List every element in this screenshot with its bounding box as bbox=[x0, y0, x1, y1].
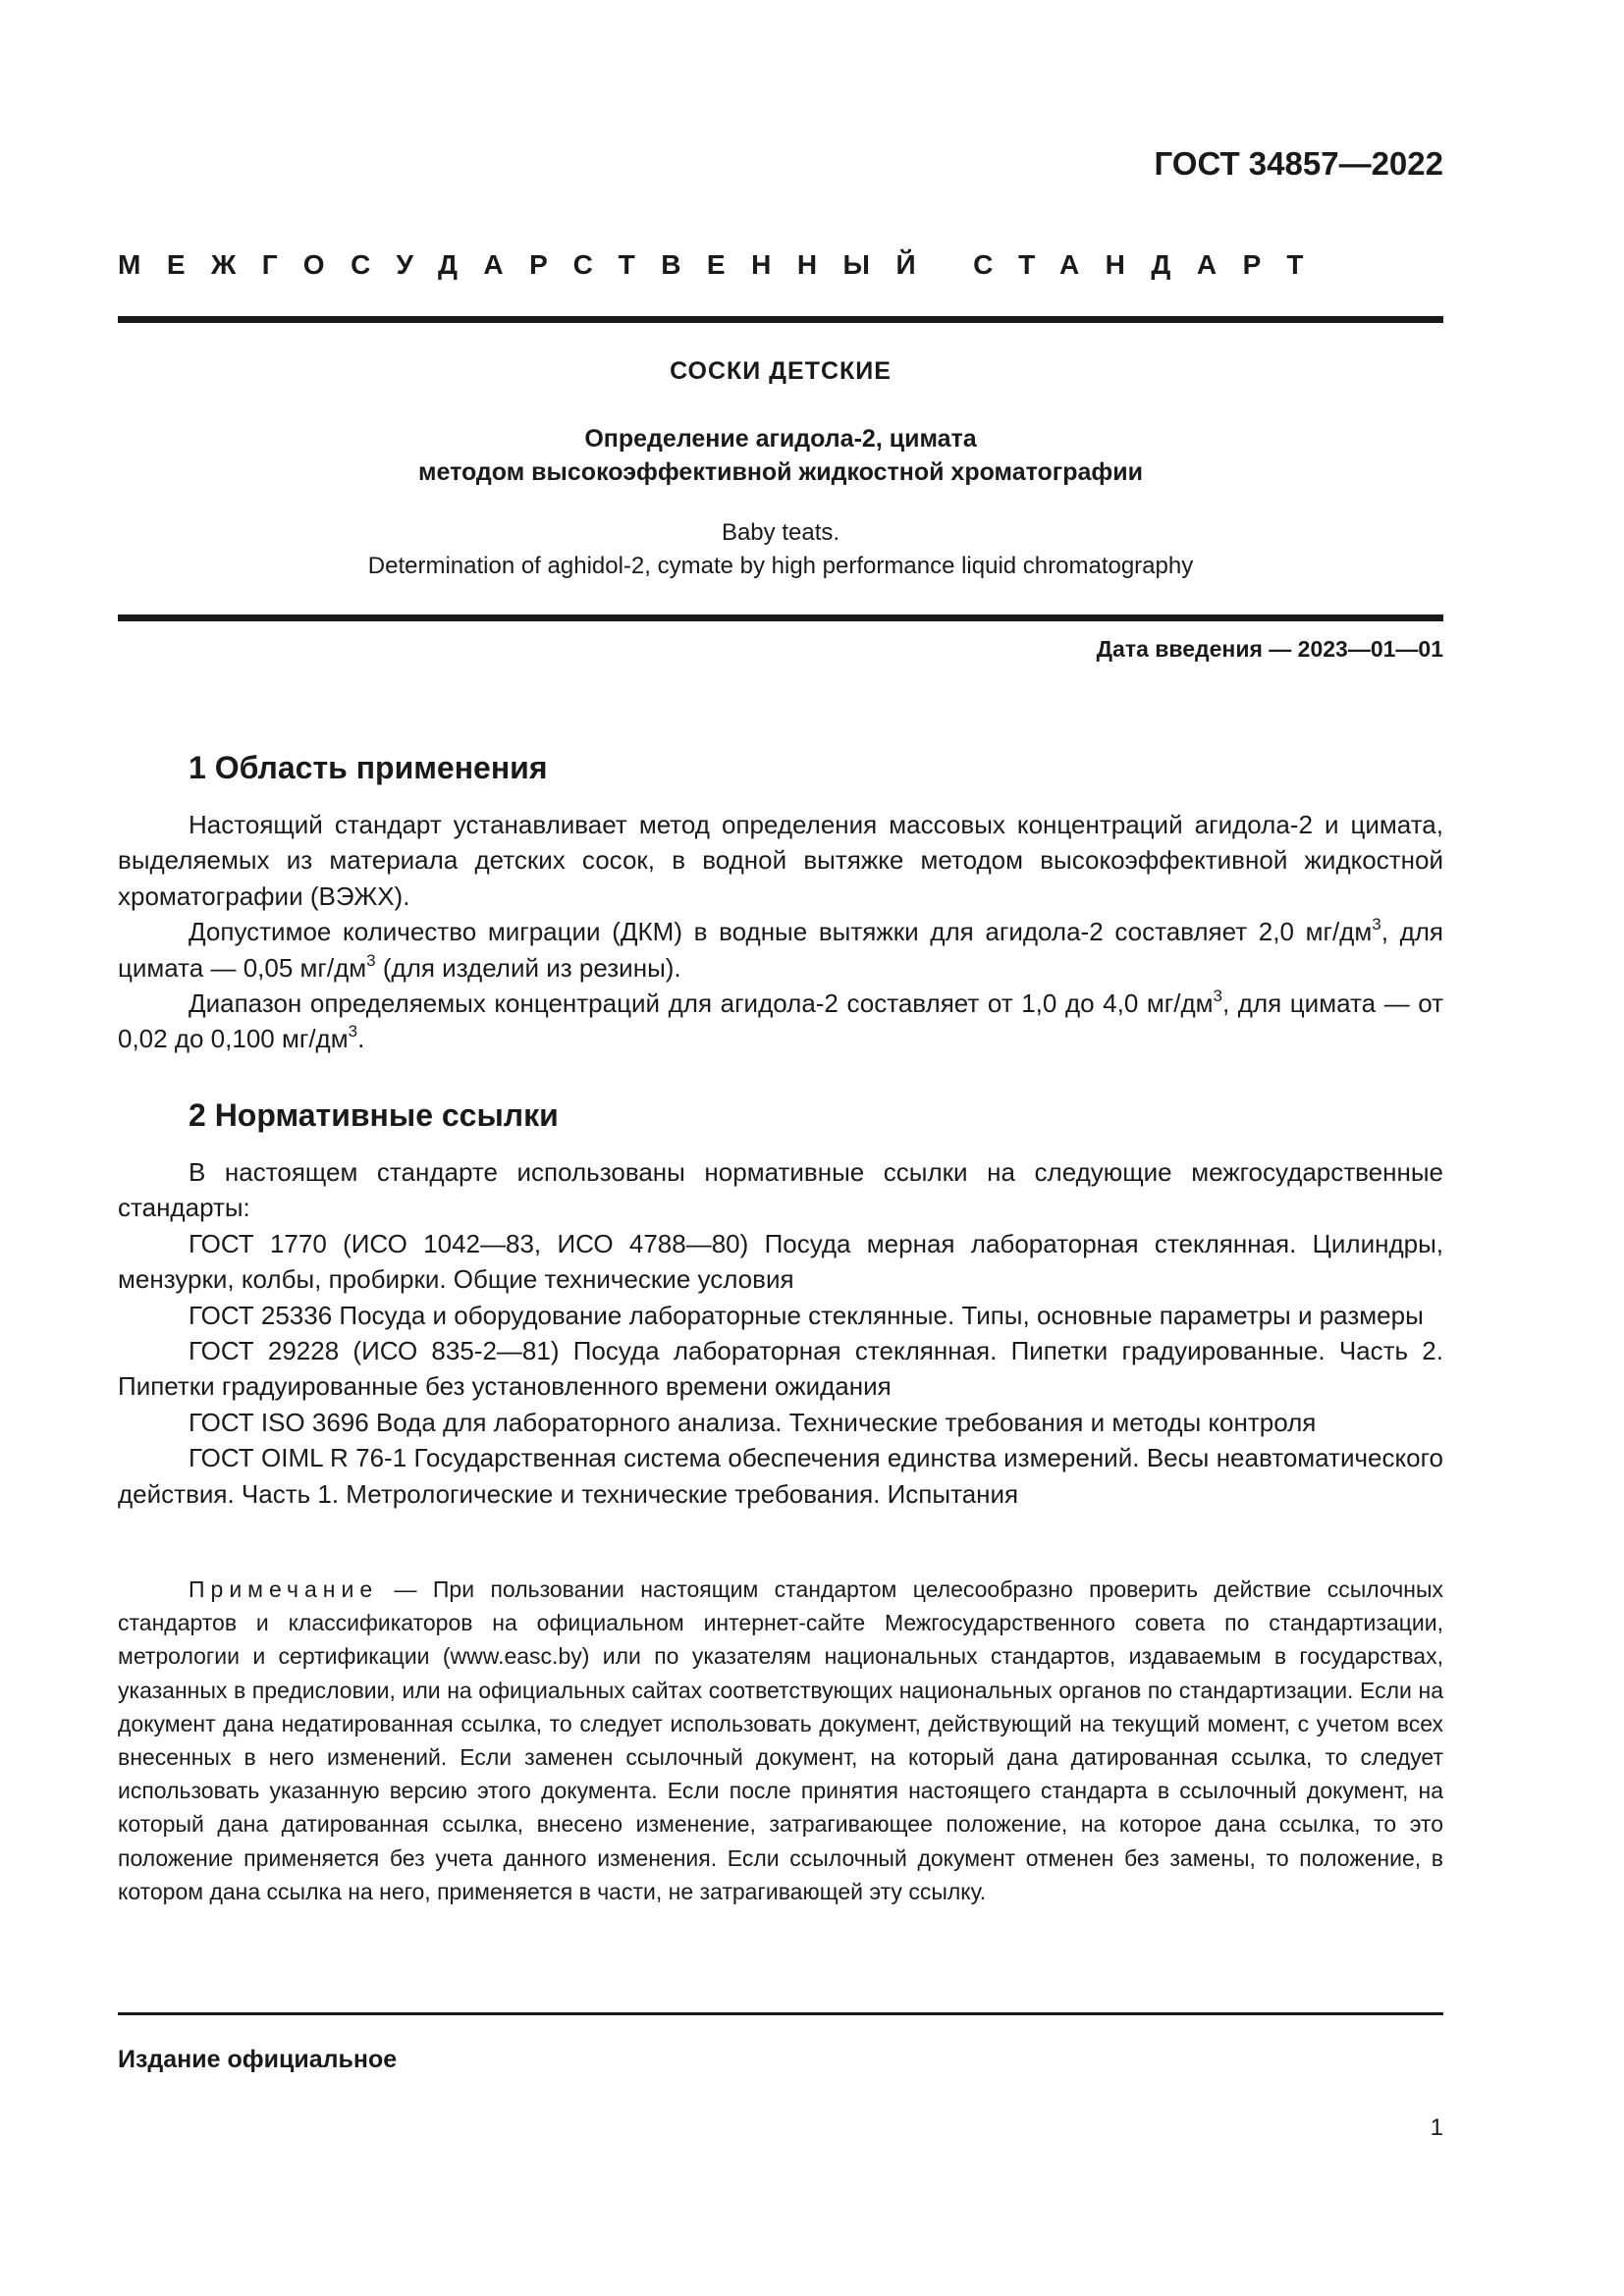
document-subtitle bbox=[118, 422, 1443, 489]
section-2-intro: В настоящем стандарте использованы нормативные ссылки на следующие межгосударственные стандарты: bbox=[118, 1157, 1443, 1223]
english-title-line-1: Baby teats. bbox=[721, 519, 840, 546]
footer-divider bbox=[118, 2012, 1443, 2015]
section-1-paragraph-2: Допустимое количество миграции (ДКМ) в водные вытяжки для агидола-2 составляет 2,0 $мг/дм^3$, для цимата — 0,05 $мг/дм^3$ (для изделий из резины). bbox=[118, 915, 1443, 983]
english-title bbox=[118, 516, 1443, 583]
normative-reference: ГОСТ ISO 3696 Вода для лабораторного анализа. Технические требования и методы контроля bbox=[189, 1407, 1317, 1437]
header-divider bbox=[118, 316, 1443, 323]
normative-reference: ГОСТ 25336 Посуда и оборудование лабораторные стеклянные. Типы, основные параметры и размеры bbox=[189, 1300, 1424, 1330]
section-1-heading: 1 Область применения bbox=[189, 750, 548, 785]
official-edition-label: Издание официальное bbox=[118, 2046, 398, 2073]
introduction-date: Дата введения — 2023—01—01 bbox=[1096, 636, 1443, 662]
section-1-paragraph-3: Диапазон определяемых концентраций для агидола-2 составляет от 1,0 до 4,0 $мг/дм^3$, для цимата — от 0,02 до 0,100 $мг/дм^3$. bbox=[118, 987, 1443, 1054]
section-2-heading: 2 Нормативные ссылки bbox=[189, 1097, 559, 1133]
banner-word-standard: СТАНДАРТ bbox=[973, 249, 1329, 280]
section-1-body bbox=[118, 807, 1443, 1057]
reference-note bbox=[118, 1573, 1443, 1908]
note-text: — При пользовании настоящим стандартом целесообразно проверить действие ссылочных стандартов и классификаторов на официальном интернет-сайте Межгосударственного совета по стандартизации, метрологии и сертификации (www.easc.by) или по указателям национальных стандартов, издаваемым в государствах, указанных в предисловии, или на официальных сайтах соответствующих национальных органов по стандартизации. Если на документ дана недатированная ссылка, то следует использовать документ, действующий на текущий момент, с учетом всех внесенных в него изменений. Если заменен ссылочный документ, на который дана датированная ссылка, то следует использовать указанную версию этого документа. Если после принятия настоящего стандарта в ссылочный документ, на который дана датированная ссылка, внесено изменение, затрагивающее положение, на которое дана ссылка, то это положение применяется без учета данного изменения. Если ссылочный документ отменен без замены, то положение, в котором дана ссылка на него, применяется в части, не затрагивающей эту ссылку. bbox=[118, 1576, 1443, 1904]
gost-number: ГОСТ 34857—2022 bbox=[1154, 145, 1443, 182]
section-2-body bbox=[118, 1154, 1443, 1512]
subtitle-line-2: методом высокоэффективной жидкостной хроматографии bbox=[418, 458, 1143, 486]
page-number: 1 bbox=[1430, 2114, 1443, 2141]
normative-reference: ГОСТ 29228 (ИСО 835-2—81) Посуда лабораторная стеклянная. Пипетки градуированные. Часть 2. Пипетки градуированные без установленного времени ожидания bbox=[118, 1336, 1443, 1402]
english-title-line-2: Determination of aghidol-2, cymate by high performance liquid chromatography bbox=[367, 553, 1194, 579]
normative-reference: ГОСТ 1770 (ИСО 1042—83, ИСО 4788—80) Посуда мерная лабораторная стеклянная. Цилиндры, мензурки, колбы, пробирки. Общие технические условия bbox=[118, 1228, 1443, 1295]
note-label: Примечание bbox=[189, 1576, 379, 1602]
standard-banner bbox=[118, 249, 1443, 281]
section-1-paragraph-1: Настоящий стандарт устанавливает метод определения массовых концентраций агидола-2 и цимата, выделяемых из материала детских сосок, в водной вытяжке методом высокоэффективной жидкостной хроматографии (ВЭЖХ). bbox=[118, 810, 1443, 911]
document-title: СОСКИ ДЕТСКИЕ bbox=[670, 357, 892, 385]
normative-reference: ГОСТ OIML R 76-1 Государственная система обеспечения единства измерений. Весы неавтоматического действия. Часть 1. Метрологические и технические требования. Испытания bbox=[118, 1443, 1443, 1509]
subtitle-line-1: Определение агидола-2, цимата bbox=[584, 425, 977, 453]
title-divider bbox=[118, 614, 1443, 621]
banner-word-interstate: МЕЖГОСУДАРСТВЕННЫЙ bbox=[118, 249, 943, 280]
